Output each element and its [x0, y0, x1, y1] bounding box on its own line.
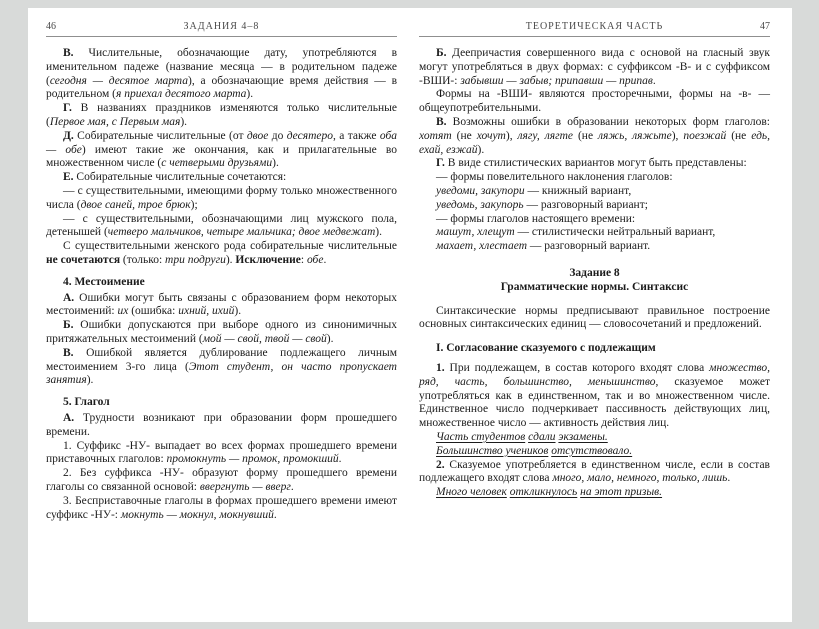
- text-run: I. Согласование сказуемого с подлежащим: [436, 342, 656, 355]
- text-run: сегодня — десятое марта: [49, 74, 188, 87]
- paragraph: [46, 440, 397, 468]
- text-run: .: [652, 74, 656, 87]
- text-run: Большинство учеников: [436, 444, 549, 457]
- text-run: ).: [246, 88, 254, 101]
- page-left: [28, 8, 409, 622]
- text-run: В.: [436, 115, 447, 128]
- text-run: ) имеют такие же окончания, как и прилагательные во множественном числе (: [46, 143, 397, 170]
- paragraph: [419, 171, 770, 185]
- paragraph: [46, 240, 397, 268]
- text-run: поезжай: [683, 129, 727, 142]
- text-run: Б.: [63, 319, 74, 332]
- text-run: — книжный вариант,: [524, 184, 632, 197]
- paragraph: [46, 495, 397, 523]
- text-run: машут, хлещут: [436, 226, 515, 239]
- paragraph: [419, 362, 770, 431]
- paragraph: [419, 157, 770, 171]
- text-run: Г.: [436, 157, 445, 170]
- text-run: (только:: [120, 253, 166, 266]
- text-run: лягу, лягте: [517, 129, 574, 142]
- text-run: на этот призыв.: [580, 486, 663, 499]
- text-run: Много человек: [436, 486, 507, 499]
- text-run: Синтаксические нормы предписывают правильное построение основных синтаксических единиц — словосочетаний и предложений.: [419, 304, 770, 331]
- text-run: .: [290, 480, 294, 493]
- text-run: , сказуемое может употребляться как в единственном, так и во множественном числе. Единственное число подчеркивает пассивность действующих лиц, множественное число — активность действия лиц.: [419, 375, 771, 430]
- text-run: , а также: [333, 129, 380, 142]
- text-run: обе: [306, 253, 324, 266]
- text-run: — формы повелительного наклонения глаголов:: [436, 171, 673, 184]
- text-run: Собирательные числительные (от: [73, 129, 247, 142]
- text-run: (не: [573, 129, 599, 142]
- text-run: едь, ехай, езжай: [419, 129, 770, 156]
- text-run: забывши — забыв; припавши — припав: [460, 74, 653, 87]
- text-run: мокнуть — мокнул, мокнувший: [120, 508, 274, 521]
- text-run: Д.: [63, 129, 74, 142]
- text-run: Часть студентов: [436, 430, 526, 443]
- text-run: множество, ряд, часть, большинство, меньшинство: [419, 361, 770, 388]
- text-run: ).: [234, 305, 242, 318]
- text-run: Возможны ошибки в образовании некоторых форм глаголов:: [446, 115, 770, 128]
- text-run: двое: [246, 129, 269, 142]
- text-run: экзамены.: [558, 430, 608, 443]
- running-header-left: [46, 20, 397, 33]
- book-spread: [28, 8, 792, 622]
- text-run: ихний, ихий: [178, 305, 235, 318]
- paragraph: [46, 171, 397, 185]
- text-run: четверо мальчиков, четыре мальчика; двое медвежат: [107, 226, 376, 239]
- text-run: Этот студент, он часто пропускает занятия: [46, 360, 397, 387]
- paragraph: [419, 486, 770, 500]
- text-run: ), а обозначающие время действия — в родительном (: [46, 74, 397, 101]
- text-run: .: [338, 453, 342, 466]
- paragraph: [46, 467, 397, 495]
- text-run: 3. Бесприставочные глаголы в формах прошедшего времени имеют суффикс -НУ-:: [46, 494, 397, 521]
- text-run: А.: [63, 411, 75, 424]
- text-run: В.: [63, 47, 74, 59]
- text-run: 1. Суффикс -НУ- выпадает во всех формах прошедшего времени приставочных глаголов:: [46, 439, 397, 466]
- text-run: ).: [180, 115, 188, 128]
- page-number-left: 46: [46, 21, 56, 32]
- text-run: Задание 8: [569, 266, 620, 279]
- text-run: );: [190, 198, 198, 211]
- text-run: ).: [477, 143, 485, 156]
- page-content-left: [46, 47, 397, 522]
- paragraph: [46, 412, 397, 440]
- paragraph: [46, 292, 397, 320]
- text-run: ).: [326, 332, 334, 345]
- paragraph: [419, 445, 770, 459]
- text-run: .: [273, 508, 277, 521]
- text-run: Г.: [63, 102, 72, 115]
- text-run: Деепричастия совершенного вида с основой на гласный звук могут употребляться в двух формах: с суффиксом -В- и с суффиксом -ВШИ-:: [419, 47, 770, 87]
- page-right: [409, 8, 792, 622]
- text-run: При подлежащем, в состав которого входят слова: [444, 361, 710, 374]
- paragraph: [419, 305, 770, 333]
- text-run: я приехал десятого марта: [115, 88, 247, 101]
- running-header-right: [419, 20, 770, 33]
- paragraph: [419, 47, 770, 88]
- text-run: ).: [86, 374, 94, 387]
- section-heading: [419, 342, 770, 356]
- text-run: ).: [375, 226, 383, 239]
- text-run: отсутствовало.: [551, 444, 633, 457]
- text-run: А.: [63, 291, 75, 304]
- text-run: не сочетаются: [46, 253, 121, 266]
- paragraph: [419, 199, 770, 213]
- section-heading: [46, 276, 397, 290]
- text-run: Собирательные числительные сочетаются:: [73, 171, 287, 184]
- text-run: .: [323, 253, 327, 266]
- running-head-title-left: ЗАДАНИЯ 4–8: [183, 21, 260, 32]
- text-run: хотят: [419, 129, 452, 142]
- text-run: 2. Без суффикса -НУ- образуют форму прошедшего времени глаголы со связанной основой:: [46, 467, 397, 493]
- text-run: Первое мая, с Первым мая: [49, 115, 181, 128]
- paragraph: [419, 185, 770, 199]
- text-run: их: [117, 305, 129, 318]
- text-run: — с существительными, имеющими форму только множественного числа (: [46, 184, 397, 211]
- text-run: (не: [451, 129, 477, 142]
- paragraph: [46, 102, 397, 130]
- text-run: 2.: [436, 458, 445, 471]
- paragraph: [419, 431, 770, 445]
- header-rule-right: [419, 36, 770, 37]
- text-run: Ошибки допускаются при выборе одного из синонимичных притяжательных местоимений (: [46, 319, 397, 345]
- running-head-title-right: ТЕОРЕТИЧЕСКАЯ ЧАСТЬ: [525, 21, 664, 32]
- text-run: ).: [225, 253, 236, 266]
- paragraph: [46, 213, 397, 241]
- text-run: уведоми, закупори: [436, 184, 525, 197]
- text-run: 1.: [436, 361, 445, 374]
- text-run: сдали: [528, 430, 556, 443]
- paragraph: [419, 116, 770, 157]
- text-run: 5. Глагол: [63, 396, 110, 409]
- text-run: промокнуть — промок, промокший: [166, 453, 339, 466]
- text-run: — стилистически нейтральный вариант,: [514, 226, 716, 239]
- text-run: Числительные, обозначающие дату, употребляются в именительном падеже (название месяца — в родительном падеже (: [46, 47, 397, 87]
- text-run: ввергнуть — вверг: [199, 480, 291, 493]
- text-run: — формы глаголов настоящего времени:: [436, 212, 636, 225]
- text-run: до: [268, 129, 287, 142]
- paragraph: [419, 88, 770, 116]
- paragraph: [419, 213, 770, 227]
- text-run: Исключение: [235, 253, 301, 266]
- text-run: мой — свой, твой — свой: [202, 332, 327, 345]
- text-run: (ошибка:: [128, 305, 179, 318]
- paragraph: [46, 319, 397, 347]
- text-run: — с существительными, обозначающими лиц мужского пола, детенышей (: [46, 212, 397, 239]
- section-heading: [419, 281, 770, 295]
- text-run: :: [300, 253, 307, 266]
- text-run: три подруги: [165, 253, 226, 266]
- text-run: ляжь, ляжьте: [598, 129, 672, 142]
- text-run: — разговорный вариант;: [523, 198, 648, 211]
- text-run: В виде стилистических вариантов могут быть представлены:: [444, 157, 747, 170]
- text-run: двое саней, трое брюк: [80, 198, 191, 211]
- text-run: ),: [671, 129, 684, 142]
- text-run: Ошибкой является дублирование подлежащего личным местоимением 3-го лица (: [46, 346, 397, 373]
- text-run: Е.: [63, 171, 74, 184]
- page-content-right: [419, 47, 770, 500]
- text-run: В названиях праздников изменяются только числительные (: [46, 102, 397, 128]
- text-run: (не: [726, 129, 752, 142]
- paragraph: [46, 47, 397, 102]
- text-run: ).: [272, 157, 279, 170]
- paragraph: [419, 459, 770, 487]
- text-run: уведомь, закупорь: [436, 198, 524, 211]
- page-number-right: 47: [760, 21, 770, 32]
- text-run: оба — обе: [46, 129, 397, 156]
- text-run: Грамматические нормы. Синтаксис: [500, 280, 689, 293]
- paragraph: [46, 185, 397, 213]
- text-run: В.: [63, 346, 74, 359]
- text-run: махает, хлестает: [436, 240, 528, 253]
- text-run: хочут: [476, 129, 506, 142]
- text-run: много, мало, немного, только, лишь: [552, 472, 728, 485]
- text-run: десятеро: [286, 129, 333, 142]
- text-run: Формы на -ВШИ- являются просторечными, формы на -в- — общеупотребительными.: [419, 88, 770, 115]
- section-heading: [46, 396, 397, 410]
- text-run: ),: [505, 129, 518, 142]
- text-run: откликнулось: [509, 486, 578, 499]
- text-run: — разговорный вариант.: [527, 240, 651, 253]
- text-run: С существительными женского рода собирательные числительные: [63, 240, 397, 253]
- section-heading: [419, 267, 770, 281]
- paragraph: [419, 240, 770, 254]
- paragraph: [46, 130, 397, 171]
- paragraph: [46, 347, 397, 388]
- text-run: с четверыми друзьями: [161, 157, 273, 170]
- paragraph: [419, 226, 770, 240]
- header-rule-left: [46, 36, 397, 37]
- text-run: Ошибки могут быть связаны с образованием форм некоторых местоимений:: [46, 291, 397, 318]
- text-run: .: [727, 472, 731, 485]
- text-run: Б.: [436, 47, 447, 59]
- text-run: Сказуемое употребляется в единственном числе, если в состав подлежащего входят слова: [419, 458, 770, 485]
- text-run: 4. Местоимение: [63, 275, 145, 288]
- text-run: Трудности возникают при образовании форм прошедшего времени.: [46, 411, 397, 438]
